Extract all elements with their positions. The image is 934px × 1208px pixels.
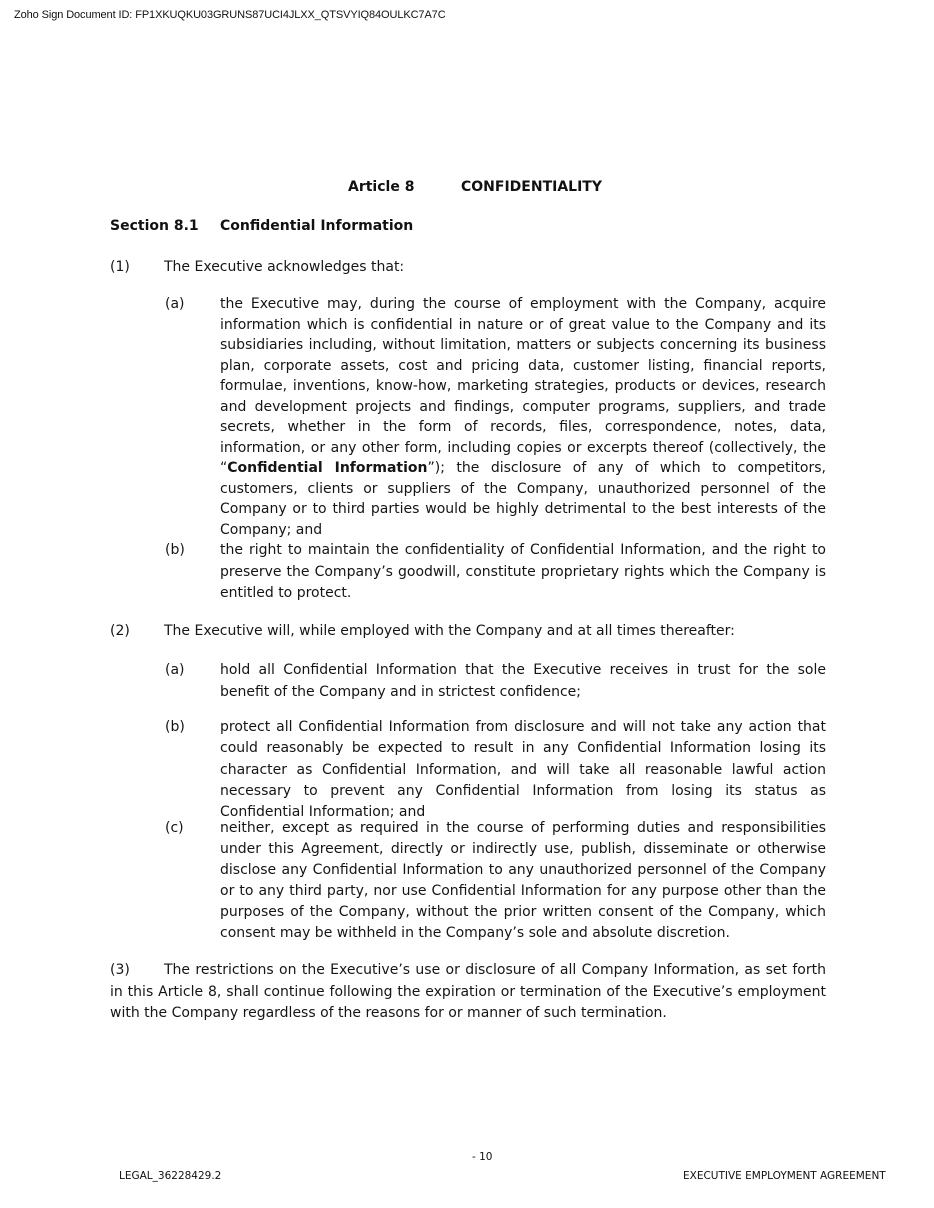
paragraph-1a-label: (a) [165, 296, 185, 312]
footer-document-code: LEGAL_36228429.2 [119, 1170, 222, 1182]
paragraph-2-number: (2) [110, 623, 130, 639]
paragraph-2b [165, 717, 826, 823]
paragraph-2a-text: hold all Confidential Information that the Executive receives in trust for the sole benefit of the Company and in strictest confidence; [220, 662, 826, 700]
footer-document-title: EXECUTIVE EMPLOYMENT AGREEMENT [683, 1170, 886, 1182]
paragraph-2c [165, 818, 826, 944]
section-heading [110, 218, 414, 234]
paragraph-1a-text-before: the Executive may, during the course of employment with the Company, acquire information which is confidential in nature or of great value to the Company and its subsidiaries including, without limitation, matters or subjects concerning its business plan, corporate assets, cost and pricing data, customer listing, financial reports, formulae, inventions, know-how, marketing strategies, products or devices, research and development projects and findings, computer programs, suppliers, and trade secrets, whether in the form of records, files, correspondence, notes, data, information, or any other form, including copies or excerpts thereof (collectively, the “ [220, 296, 826, 476]
document-id-header: Zoho Sign Document ID: FP1XKUQKU03GRUNS87UCI4JLXX_QTSVYIQ84OULKC7A7C [14, 9, 446, 21]
paragraph-1b-text: the right to maintain the confidentiality of Confidential Information, and the right to preserve the Company’s goodwill, constitute proprietary rights which the Company is entitled to protect. [220, 542, 826, 601]
paragraph-3-number: (3) [110, 962, 130, 978]
paragraph-1b [165, 540, 826, 605]
paragraph-2a [165, 659, 826, 703]
paragraph-3 [110, 960, 826, 1025]
paragraph-2a-label: (a) [165, 662, 185, 678]
page-number: - 10 [472, 1151, 493, 1163]
paragraph-3-text: The restrictions on the Executive’s use or disclosure of all Company Information, as set forth in this Article 8, shall continue following the expiration or termination of the Executive’s employment with the Company regardless of the reasons for or manner of such termination. [110, 962, 826, 1021]
paragraph-2-text: The Executive will, while employed with the Company and at all times thereafter: [164, 623, 735, 639]
paragraph-2b-text: protect all Confidential Information from disclosure and will not take any action that could reasonably be expected to result in any Confidential Information losing its character as Confidential Information, and will take all reasonable lawful action necessary to prevent any Confidential Information from losing its status as Confidential Information; and [220, 719, 826, 821]
section-number: Section 8.1 [110, 218, 199, 234]
article-heading [348, 179, 602, 195]
paragraph-1a [165, 294, 826, 540]
paragraph-1-number: (1) [110, 259, 130, 275]
paragraph-2c-text: neither, except as required in the course of performing duties and responsibilities under this Agreement, directly or indirectly use, publish, disseminate or otherwise disclose any Confidential Information to any unauthorized personnel of the Company or to any third party, nor use Confidential Information for any purpose other than the purposes of the Company, without the prior written consent of the Company, which consent may be withheld in the Company’s sole and absolute discretion. [220, 820, 826, 941]
paragraph-2c-label: (c) [165, 820, 184, 836]
paragraph-1a-text-after: ”); the disclosure of any of which to competitors, customers, clients or suppliers of the Company, unauthorized personnel of the Company or to third parties would be highly detrimental to the best interests of the Company; and [220, 460, 826, 538]
paragraph-2b-label: (b) [165, 719, 185, 735]
article-title: CONFIDENTIALITY [461, 179, 602, 195]
paragraph-1a-body [220, 294, 826, 540]
section-title: Confidential Information [220, 218, 414, 234]
paragraph-1-text: The Executive acknowledges that: [164, 259, 405, 275]
paragraph-1b-label: (b) [165, 542, 185, 558]
defined-term-confidential-information: Confidential Information [227, 460, 428, 476]
article-number: Article 8 [348, 179, 415, 195]
